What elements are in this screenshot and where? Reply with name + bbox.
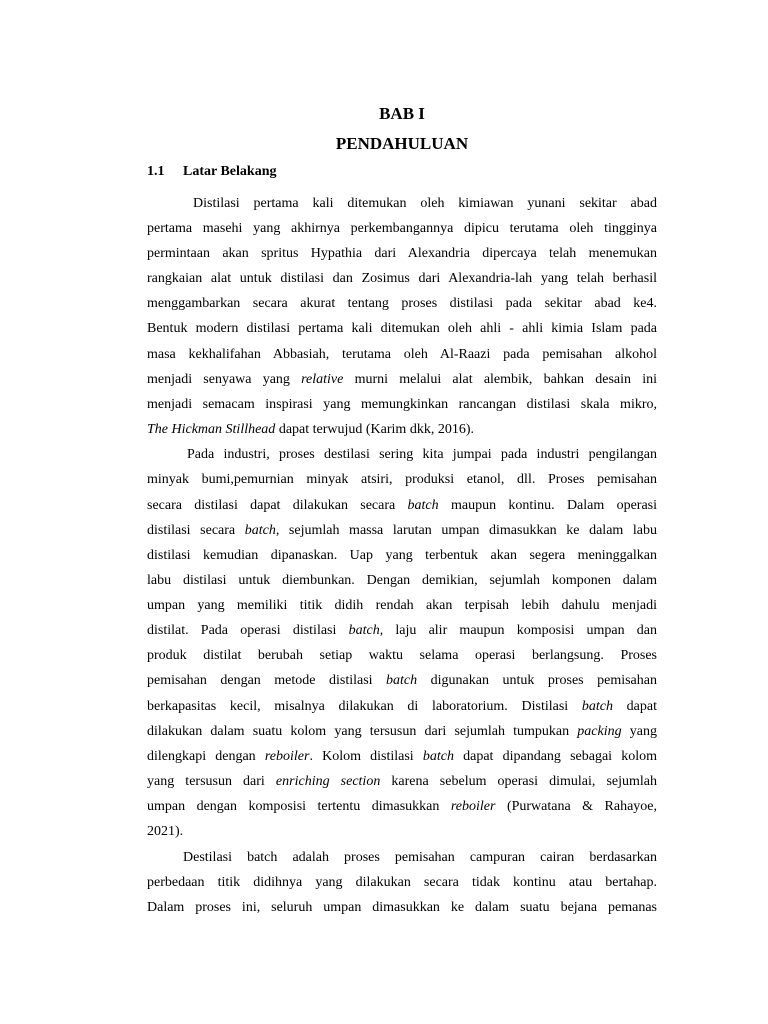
text-line — [147, 421, 657, 439]
text-run: secara distilasi dapat dilakukan secara — [147, 498, 408, 513]
italic-term: packing — [577, 724, 622, 739]
italic-term: batch — [581, 699, 613, 714]
text-run: dapat dipandang sebagai kolom — [453, 749, 657, 764]
italic-term: reboiler — [264, 749, 310, 764]
text-line — [147, 572, 657, 590]
text-line — [147, 245, 657, 263]
text-run: labu distilasi untuk diembunkan. Dengan demikian, sejumlah komponen dalam — [147, 573, 657, 588]
text-run: produk distilat berubah setiap waktu selama operasi berlangsung. Proses — [147, 648, 657, 663]
chapter-label: BAB I — [379, 104, 425, 123]
text-run: umpan dengan komposisi tertentu dimasukkan — [147, 799, 451, 814]
text-run: digunakan untuk proses pemisahan — [417, 673, 657, 688]
italic-term: batch — [407, 498, 439, 513]
text-run: , laju alir maupun komposisi umpan dan — [379, 623, 658, 638]
text-run: dapat terwujud (Karim dkk, 2016). — [275, 422, 474, 437]
text-line — [147, 823, 657, 841]
text-run: , sejumlah massa larutan umpan dimasukkan ke dalam labu — [275, 523, 657, 538]
italic-term: batch — [348, 623, 380, 638]
text-run: Bentuk modern distilasi pertama kali ditemukan oleh ahli - ahli kimia Islam pada — [147, 321, 657, 336]
text-line — [147, 497, 657, 515]
italic-term: batch — [244, 523, 276, 538]
italic-term: batch — [422, 749, 454, 764]
text-line — [147, 672, 657, 690]
text-line — [147, 270, 657, 288]
section-title: Latar Belakang — [183, 164, 277, 179]
text-run: Distilasi pertama kali ditemukan oleh kimiawan yunani sekitar abad — [193, 196, 657, 211]
text-run: permintaan akan spritus Hypathia dari Alexandria dipercaya telah menemukan — [147, 246, 657, 261]
text-line — [147, 748, 657, 766]
text-run: maupun kontinu. Dalam operasi — [438, 498, 657, 513]
text-run: 2021). — [147, 824, 184, 839]
text-run: menggambarkan secara akurat tentang proses distilasi pada sekitar abad ke4. — [147, 296, 657, 311]
chapter-title: PENDAHULUAN — [335, 134, 469, 153]
italic-term: reboiler — [450, 799, 496, 814]
text-run: distilasi kemudian dipanaskan. Uap yang terbentuk akan segera meninggalkan — [147, 548, 657, 563]
text-run: murni melalui alat alembik, bahkan desain ini — [343, 372, 657, 387]
text-line — [147, 220, 657, 238]
text-line — [147, 647, 657, 665]
text-line — [183, 849, 657, 867]
text-line — [147, 346, 657, 364]
text-line — [147, 295, 657, 313]
text-run: perbedaan titik didihnya yang dilakukan secara tidak kontinu atau bertahap. — [147, 875, 657, 890]
text-run: pemisahan dengan metode distilasi — [147, 673, 387, 688]
text-run: Pada industri, proses destilasi sering kita jumpai pada industri pengilangan — [187, 447, 657, 462]
text-line — [147, 899, 657, 917]
text-run: distilat. Pada operasi distilasi — [147, 623, 349, 638]
text-run: dilakukan dalam suatu kolom yang tersusun dari sejumlah tumpukan — [147, 724, 578, 739]
italic-term: relative — [301, 372, 344, 387]
text-run: karena sebelum operasi dimulai, sejumlah — [380, 774, 657, 789]
italic-term: The Hickman Stillhead — [147, 422, 276, 437]
text-run: . Kolom distilasi — [309, 749, 423, 764]
text-line — [147, 522, 657, 540]
section-number: 1.1 — [147, 164, 165, 179]
text-line — [147, 471, 657, 489]
section-heading — [147, 164, 276, 180]
text-run: yang tersusun dari — [147, 774, 276, 789]
text-run: (Purwatana & Rahayoe, — [495, 799, 658, 814]
text-line — [187, 446, 657, 464]
text-run: dapat — [612, 699, 657, 714]
text-line — [147, 622, 657, 640]
text-line — [147, 320, 657, 338]
text-run: Destilasi batch adalah proses pemisahan campuran cairan berdasarkan — [183, 850, 657, 865]
text-line — [147, 798, 657, 816]
text-run: dilengkapi dengan — [147, 749, 265, 764]
text-line — [147, 773, 657, 791]
text-line — [147, 874, 657, 892]
text-run: menjadi senyawa yang — [147, 372, 302, 387]
text-run: menjadi semacam inspirasi yang memungkinkan rancangan distilasi skala mikro, — [147, 397, 657, 412]
text-line — [147, 371, 657, 389]
text-run: minyak bumi,pemurnian minyak atsiri, produksi etanol, dll. Proses pemisahan — [147, 472, 657, 487]
text-line — [147, 698, 657, 716]
text-line — [147, 597, 657, 615]
text-run: rangkaian alat untuk distilasi dan Zosimus dari Alexandria-lah yang telah berhasil — [147, 271, 657, 286]
text-line — [147, 547, 657, 565]
text-run: umpan yang memiliki titik didih rendah akan terpisah lebih dahulu menjadi — [147, 598, 657, 613]
text-run: Dalam proses ini, seluruh umpan dimasukkan ke dalam suatu bejana pemanas — [147, 900, 657, 915]
text-run: yang — [621, 724, 657, 739]
text-line — [147, 723, 657, 741]
text-run: berkapasitas kecil, misalnya dilakukan di laboratorium. Distilasi — [147, 699, 582, 714]
italic-term: enriching section — [275, 774, 381, 789]
text-run: distilasi secara — [147, 523, 245, 538]
text-line — [193, 195, 657, 213]
text-run: pertama masehi yang akhirnya perkembangannya dipicu terutama oleh tingginya — [147, 221, 657, 236]
text-line — [147, 396, 657, 414]
text-run: masa kekhalifahan Abbasiah, terutama oleh Al-Raazi pada pemisahan alkohol — [147, 347, 657, 362]
italic-term: batch — [386, 673, 418, 688]
